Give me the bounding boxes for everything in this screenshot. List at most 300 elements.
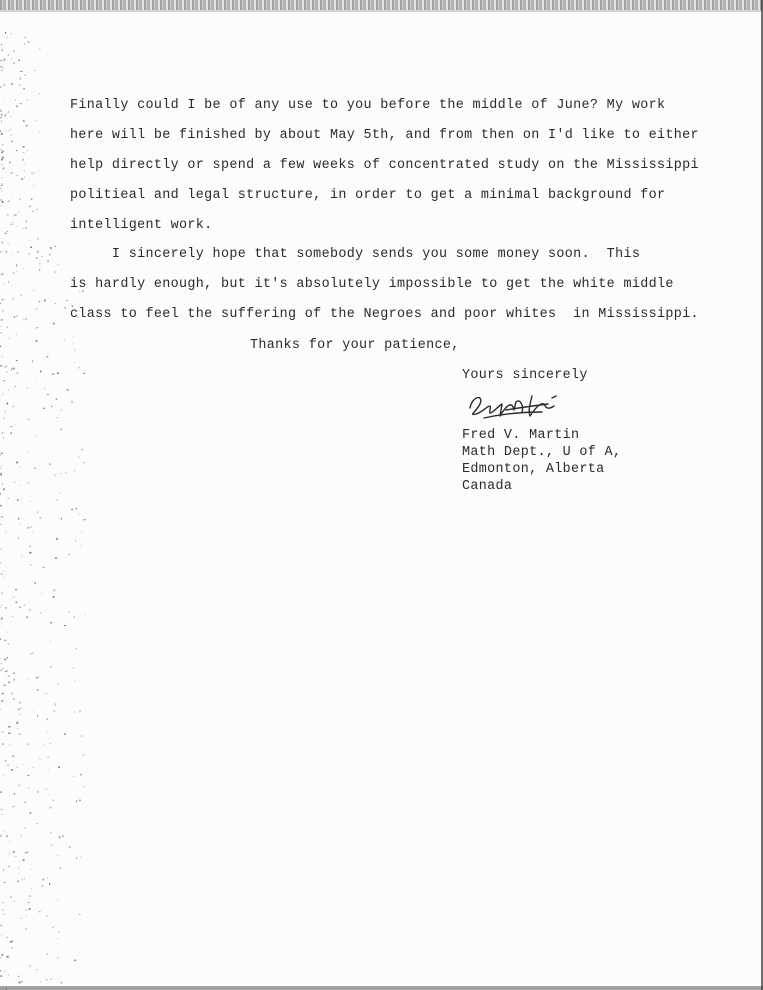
scan-speck xyxy=(25,227,27,228)
scan-speck xyxy=(24,605,25,606)
scan-speck xyxy=(37,238,38,240)
scan-speck xyxy=(20,103,22,104)
scan-speck xyxy=(30,965,31,967)
scan-speck xyxy=(0,86,2,88)
scan-speck xyxy=(56,538,58,540)
scan-speck xyxy=(44,357,45,359)
scan-speck xyxy=(33,710,34,711)
scan-speck xyxy=(20,295,21,296)
scan-speck xyxy=(13,406,14,407)
scan-speck xyxy=(71,509,73,510)
scan-speck xyxy=(26,318,27,320)
scan-speck xyxy=(37,511,38,513)
scan-speck xyxy=(15,100,16,101)
scan-speck xyxy=(18,212,19,213)
scan-speck xyxy=(27,451,28,452)
scan-speck xyxy=(12,286,13,287)
scan-speck xyxy=(7,327,8,328)
scan-speck xyxy=(13,756,15,757)
scan-speck xyxy=(24,75,25,76)
scan-speck xyxy=(8,682,10,684)
scan-speck xyxy=(23,319,24,320)
scan-speck xyxy=(2,311,3,312)
scan-speck xyxy=(2,299,4,300)
scan-speck xyxy=(42,256,43,257)
scan-speck xyxy=(1,183,2,184)
scan-speck xyxy=(50,641,51,643)
scan-speck xyxy=(17,722,18,723)
scan-speck xyxy=(2,731,4,733)
scan-speck xyxy=(11,172,12,173)
scan-speck xyxy=(59,836,61,838)
scan-speck xyxy=(20,78,21,80)
scan-speck xyxy=(4,85,5,86)
scan-speck xyxy=(31,888,32,889)
signer-city: Edmonton, Alberta xyxy=(462,462,605,477)
scan-speck xyxy=(8,201,10,202)
scan-speck xyxy=(30,247,32,248)
scan-speck xyxy=(36,969,37,970)
scan-speck xyxy=(9,840,10,841)
scan-speck xyxy=(2,432,4,434)
scan-speck xyxy=(55,704,56,706)
scan-speck xyxy=(8,390,10,391)
scan-speck xyxy=(15,424,16,425)
scan-speck xyxy=(11,135,12,136)
scan-speck xyxy=(28,483,30,484)
scan-speck xyxy=(76,857,77,859)
scan-speck xyxy=(24,177,25,178)
scan-speck xyxy=(1,834,2,835)
scan-speck xyxy=(16,150,18,151)
scan-speck xyxy=(2,201,4,202)
scan-speck xyxy=(0,957,1,958)
scan-speck xyxy=(6,365,7,367)
scan-speck xyxy=(14,482,15,483)
scan-speck xyxy=(39,263,40,265)
paragraph1-line-4: politieal and legal structure, in order to get a minimal background for xyxy=(70,188,666,203)
scan-speck xyxy=(8,131,9,132)
scan-speck xyxy=(0,205,2,206)
scan-speck xyxy=(26,150,28,151)
scan-speck xyxy=(60,429,62,430)
scan-speck xyxy=(11,769,13,771)
scan-speck xyxy=(25,852,27,853)
scan-speck xyxy=(8,281,9,283)
scan-speck xyxy=(46,916,48,917)
scan-speck xyxy=(2,604,3,606)
scan-speck xyxy=(24,171,25,172)
scan-speck xyxy=(40,371,42,373)
scan-speck xyxy=(3,168,4,169)
scan-speck xyxy=(0,709,1,710)
scan-speck xyxy=(1,516,3,517)
scan-speck xyxy=(83,519,84,520)
scan-speck xyxy=(14,793,15,794)
scan-speck xyxy=(11,224,13,225)
scan-speck xyxy=(73,776,74,778)
scan-speck xyxy=(57,900,58,901)
scan-speck xyxy=(47,356,49,357)
scan-speck xyxy=(2,273,4,274)
scan-speck xyxy=(61,982,62,984)
scan-speck xyxy=(76,648,77,650)
scan-speck xyxy=(4,411,5,412)
scan-speck xyxy=(83,373,85,374)
scan-speck xyxy=(40,48,41,50)
scan-speck xyxy=(19,702,20,704)
scan-speck xyxy=(50,832,52,833)
scan-speck xyxy=(28,775,29,776)
scan-speck xyxy=(26,617,28,618)
scan-speck xyxy=(26,928,28,930)
scan-speck xyxy=(10,897,12,898)
scan-speck xyxy=(19,467,21,468)
scan-speck xyxy=(36,340,38,342)
scan-speck xyxy=(14,806,15,807)
scan-speck xyxy=(47,877,48,878)
scan-speck xyxy=(32,211,34,212)
scan-speck xyxy=(19,734,21,735)
scan-speck xyxy=(4,882,6,883)
scan-speck xyxy=(10,129,12,130)
scan-speck xyxy=(1,700,3,702)
scan-speck xyxy=(2,68,4,69)
scan-speck xyxy=(2,483,3,485)
scan-speck xyxy=(53,710,55,712)
scan-speck xyxy=(0,130,1,132)
scan-speck xyxy=(8,644,9,645)
scan-speck xyxy=(53,323,55,325)
scan-speck xyxy=(75,508,77,509)
scan-speck xyxy=(25,909,27,910)
scan-speck xyxy=(7,835,8,836)
scan-speck xyxy=(18,251,19,252)
scan-speck xyxy=(7,113,9,114)
scan-speck xyxy=(74,362,75,363)
scan-speck xyxy=(34,468,36,469)
scan-speck xyxy=(2,144,3,145)
scan-speck xyxy=(16,315,17,317)
scan-speck xyxy=(50,247,52,249)
scan-speck xyxy=(23,146,25,148)
scan-speck xyxy=(16,334,17,335)
scan-speck xyxy=(0,346,1,347)
scan-speck xyxy=(8,498,10,500)
scan-speck xyxy=(2,356,4,357)
scan-speck xyxy=(34,70,36,71)
scan-speck xyxy=(11,254,12,255)
scan-speck xyxy=(0,66,2,67)
scan-speck xyxy=(16,360,18,361)
scan-speck xyxy=(2,743,3,745)
scan-speck xyxy=(38,132,40,133)
scan-speck xyxy=(2,156,3,157)
scan-speck xyxy=(23,860,25,861)
scan-speck xyxy=(44,388,45,389)
scan-speck xyxy=(0,505,2,507)
scan-speck xyxy=(19,715,20,716)
scan-speck xyxy=(50,667,52,668)
scan-speck xyxy=(4,685,6,686)
paragraph1-line-3: help directly or spend a few weeks of concentrated study on the Mississippi xyxy=(70,158,699,173)
scan-speck xyxy=(36,308,38,309)
scan-speck xyxy=(1,274,2,276)
scan-speck xyxy=(1,472,2,473)
scan-speck xyxy=(29,253,30,254)
scan-speck xyxy=(49,794,50,796)
scan-speck xyxy=(27,527,29,529)
scan-speck xyxy=(7,657,8,658)
scan-speck xyxy=(40,517,42,519)
scan-speck xyxy=(79,711,81,712)
scan-speck xyxy=(31,199,32,201)
scan-speck xyxy=(13,883,14,884)
scan-speck xyxy=(22,159,24,161)
scan-speck xyxy=(17,271,18,272)
scan-speck xyxy=(58,855,59,856)
scan-speck xyxy=(29,895,30,897)
scan-speck xyxy=(78,368,80,369)
scan-speck xyxy=(43,408,45,409)
scan-speck xyxy=(18,976,20,977)
scan-speck xyxy=(2,49,3,51)
scan-speck xyxy=(35,378,36,379)
scan-speck xyxy=(18,60,20,62)
scan-speck xyxy=(1,453,3,454)
scan-speck xyxy=(24,859,25,860)
scan-speck xyxy=(85,614,86,615)
scan-speck xyxy=(8,243,10,244)
scan-speck xyxy=(18,518,19,520)
scan-speck xyxy=(53,590,55,592)
scan-speck xyxy=(7,670,8,672)
scan-speck xyxy=(28,41,30,42)
scan-speck xyxy=(55,271,56,273)
scan-speck xyxy=(7,956,9,958)
scan-speck xyxy=(62,835,63,837)
scan-speck xyxy=(1,44,2,45)
scan-speck xyxy=(74,616,75,618)
scan-speck xyxy=(30,205,32,206)
scan-speck xyxy=(38,676,39,677)
scan-speck xyxy=(7,632,9,633)
scan-speck xyxy=(52,374,54,375)
scan-speck xyxy=(64,733,66,735)
scan-speck xyxy=(19,524,21,525)
scan-speck xyxy=(81,857,82,859)
scan-speck xyxy=(49,807,51,809)
scan-speck xyxy=(69,611,70,612)
scan-speck xyxy=(37,937,38,938)
scan-speck xyxy=(0,836,1,837)
scan-speck xyxy=(84,462,85,464)
scan-speck xyxy=(3,914,4,915)
scan-speck xyxy=(79,514,80,515)
scan-speck xyxy=(4,576,5,577)
scan-speck xyxy=(48,769,49,770)
scan-speck xyxy=(2,909,4,911)
thanks-line: Thanks for your patience, xyxy=(250,338,460,353)
scan-speck xyxy=(0,562,1,563)
scan-speck xyxy=(13,272,15,273)
scan-speck xyxy=(12,197,13,198)
scan-speck xyxy=(15,589,17,590)
scan-speck xyxy=(6,251,7,253)
scan-speck xyxy=(83,754,84,756)
scan-speck xyxy=(9,338,10,339)
scan-speck xyxy=(0,989,1,990)
scan-speck xyxy=(20,708,22,709)
scan-speck xyxy=(73,667,74,668)
scan-speck xyxy=(17,767,18,769)
scan-speck xyxy=(1,133,2,135)
scan-speck xyxy=(1,465,2,466)
scan-speck xyxy=(75,349,76,351)
scan-speck xyxy=(5,760,6,762)
scan-speck xyxy=(30,501,31,502)
scan-speck xyxy=(57,957,59,958)
scan-speck xyxy=(19,606,20,607)
scan-speck xyxy=(7,231,8,232)
scan-speck xyxy=(11,369,12,371)
scan-speck xyxy=(4,831,5,833)
scan-speck xyxy=(5,233,7,234)
scan-speck xyxy=(18,868,19,870)
scan-speck xyxy=(37,251,39,253)
scan-speck xyxy=(54,246,56,247)
scan-speck xyxy=(8,866,9,867)
scan-speck xyxy=(46,979,48,980)
scan-speck xyxy=(29,609,31,610)
scan-speck xyxy=(0,970,1,972)
scan-speck xyxy=(30,813,31,814)
scan-speck xyxy=(2,693,4,694)
scan-speck xyxy=(17,499,18,501)
scan-speck xyxy=(20,198,21,200)
scan-speck xyxy=(12,693,13,695)
scan-speck xyxy=(44,300,46,302)
scan-speck xyxy=(10,116,11,117)
scan-speck xyxy=(8,726,10,727)
scan-speck xyxy=(12,616,13,617)
scan-speck xyxy=(28,788,29,790)
scan-speck xyxy=(40,759,41,760)
scan-speck xyxy=(50,743,51,744)
scan-speck xyxy=(3,310,4,311)
scan-speck xyxy=(23,229,24,230)
scan-speck xyxy=(17,372,19,374)
scan-speck xyxy=(0,110,2,112)
scan-speck xyxy=(43,567,45,568)
scan-speck xyxy=(3,571,4,572)
scan-speck xyxy=(33,494,34,495)
scan-speck xyxy=(16,105,18,107)
scan-speck xyxy=(19,874,20,875)
scan-speck xyxy=(27,99,28,101)
scan-speck xyxy=(20,485,21,486)
scan-speck xyxy=(67,389,69,390)
scan-speck xyxy=(55,557,57,559)
scan-speck xyxy=(1,395,2,396)
scan-speck xyxy=(33,767,34,768)
scan-speck xyxy=(23,88,24,89)
scan-speck xyxy=(51,844,53,846)
scan-speck xyxy=(26,915,27,917)
scan-speck xyxy=(22,555,23,557)
scan-speck xyxy=(21,981,23,982)
scan-speck xyxy=(49,883,50,885)
paragraph2-line-2: is hardly enough, but it's absolutely impossible to get the white middle xyxy=(70,277,674,292)
scan-speck xyxy=(9,675,10,677)
scan-speck xyxy=(13,222,14,223)
scan-speck xyxy=(28,679,29,680)
scan-speck xyxy=(59,493,60,494)
handwritten-signature xyxy=(462,386,582,426)
scan-speck xyxy=(11,58,12,59)
scan-speck xyxy=(6,371,7,373)
scan-speck xyxy=(56,398,57,400)
scan-speck xyxy=(4,659,6,661)
scan-speck xyxy=(51,406,53,407)
scan-speck xyxy=(1,809,3,810)
scan-speck xyxy=(36,257,37,259)
scan-speck xyxy=(0,149,2,150)
paragraph1-line-5: intelligent work. xyxy=(70,218,213,233)
scan-speck xyxy=(6,403,8,404)
scan-speck xyxy=(39,93,40,94)
scan-speck xyxy=(0,188,2,189)
scan-speck xyxy=(80,774,82,775)
scan-speck xyxy=(15,856,17,857)
scan-speck xyxy=(36,327,37,329)
scan-speck xyxy=(18,709,20,710)
scan-speck xyxy=(69,846,71,848)
scan-speck xyxy=(57,372,59,374)
scan-speck xyxy=(11,33,12,34)
scan-speck xyxy=(8,55,10,56)
scan-speck xyxy=(42,879,44,881)
scan-speck xyxy=(74,960,76,962)
scan-speck xyxy=(2,150,4,152)
scan-speck xyxy=(2,242,3,244)
scan-speck xyxy=(28,902,30,903)
scan-speck xyxy=(2,814,3,815)
signer-name: Fred V. Martin xyxy=(462,428,580,443)
scan-speck xyxy=(61,251,62,252)
scan-speck xyxy=(39,911,41,912)
scan-speck xyxy=(0,468,1,469)
scan-speck xyxy=(19,861,20,862)
scan-speck xyxy=(29,546,31,547)
scan-speck xyxy=(0,365,2,366)
scan-speck xyxy=(3,98,4,99)
scan-speck xyxy=(20,918,22,919)
scan-speck xyxy=(2,169,3,170)
scan-speck xyxy=(29,908,31,910)
signer-country: Canada xyxy=(462,479,513,494)
scan-speck xyxy=(24,37,26,38)
scan-speck xyxy=(48,756,49,758)
scan-speck xyxy=(3,775,4,777)
scan-speck xyxy=(36,120,37,121)
scan-speck xyxy=(0,199,2,201)
scan-speck xyxy=(74,470,75,472)
scan-speck xyxy=(32,532,33,533)
scan-speck xyxy=(84,786,85,787)
scan-speck xyxy=(30,653,31,654)
scan-speck xyxy=(13,50,15,52)
